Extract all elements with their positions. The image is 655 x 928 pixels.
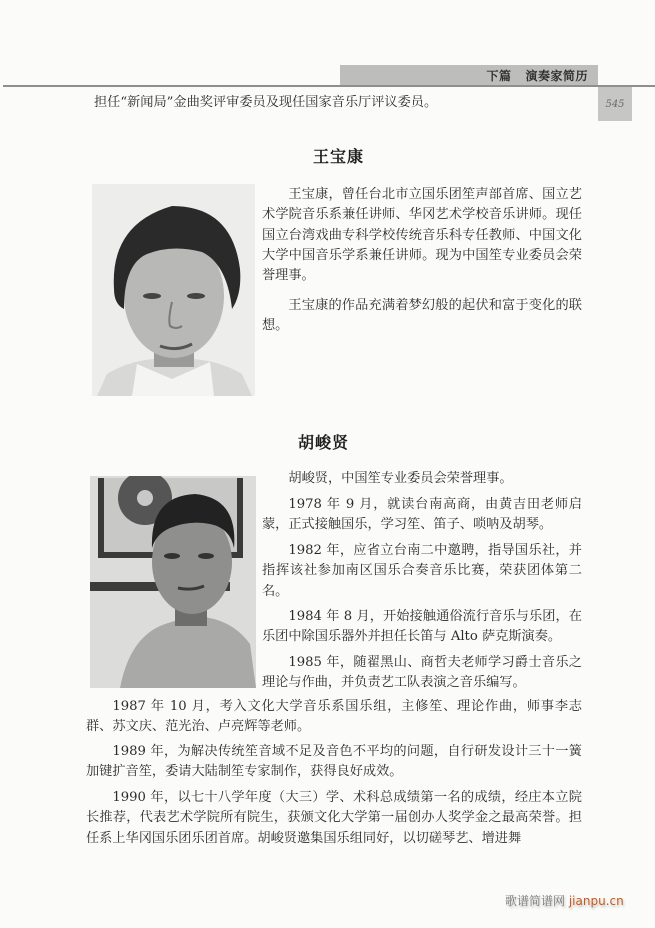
page-number: 545 — [598, 87, 632, 121]
portrait-image — [92, 184, 255, 396]
watermark-domain: jianpu.cn — [568, 894, 624, 908]
running-header — [340, 65, 598, 85]
bio-paragraph: 1982 年，应省立台南二中邀聘，指导国乐社，并指挥该社参加南区国乐合奏音乐比赛，荣获团体第二名。 — [262, 543, 582, 599]
watermark-site-name: 歌谱简谱网 — [505, 894, 566, 908]
bio-paragraph: 1989 年，为解决传统笙音域不足及音色不平均的问题，自行研发设计三十一簧加键扩音笙，委请大陆制笙专家制作，获得良好成效。 — [86, 744, 582, 780]
bio-title-hu-junxian: 胡峻贤 — [298, 433, 350, 452]
bio-paragraph: 1985 年，随翟黑山、商哲夫老师学习爵士音乐之理论与作曲，并负责艺工队表演之音乐编写。 — [262, 655, 582, 691]
bio-paragraph: 1984 年 8 月，开始接触通俗流行音乐与乐团，在乐团中除国乐器外并担任长笛与 Alto 萨克斯演奏。 — [262, 609, 582, 645]
bio-paragraph: 1990 年，以七十八学年度（大三）学、术科总成绩第一名的成绩，经庄本立院长推荐，代表艺术学院所有院生，获颁文化大学第一届创办人奖学金之最高荣誉。担任系上华冈国乐团乐团首席。胡峻贤邀集国乐组同好，以切磋琴艺、增进舞 — [86, 790, 582, 846]
portrait-photo-wang-baokang — [92, 184, 255, 396]
bio-title-wang-baokang: 王宝康 — [313, 147, 365, 166]
portrait-image — [90, 476, 256, 688]
bio-paragraph: 1978 年 9 月，就读台南高商，由黄吉田老师启蒙，正式接触国乐，学习笙、笛子、唢呐及胡琴。 — [262, 497, 582, 533]
header-chapter: 演奏家简历 — [525, 68, 588, 83]
bio-paragraph: 王宝康，曾任台北市立国乐团笙声部首席、国立艺术学院音乐系兼任讲师、华冈艺术学校音乐讲师。现任国立台湾戏曲专科学校传统音乐科专任教师、中国文化大学中国音乐学系兼任讲师。现为中国笙专业委员会荣誉理事。 — [262, 187, 582, 284]
portrait-photo-hu-junxian — [90, 476, 256, 688]
bio-paragraph: 1987 年 10 月，考入文化大学音乐系国乐组，主修笙、理论作曲，师事李志群、苏文庆、范光治、卢亮辉等老师。 — [86, 699, 582, 735]
bio-paragraph: 胡峻贤，中国笙专业委员会荣誉理事。 — [288, 471, 513, 486]
header-section: 下篇 — [486, 68, 512, 83]
header-rule — [3, 85, 655, 87]
intro-line: 担任“新闻局”金曲奖评审委员及现任国家音乐厅评议委员。 — [94, 95, 438, 110]
watermark — [505, 892, 624, 909]
bio-paragraph: 王宝康的作品充满着梦幻般的起伏和富于变化的联想。 — [262, 298, 582, 334]
